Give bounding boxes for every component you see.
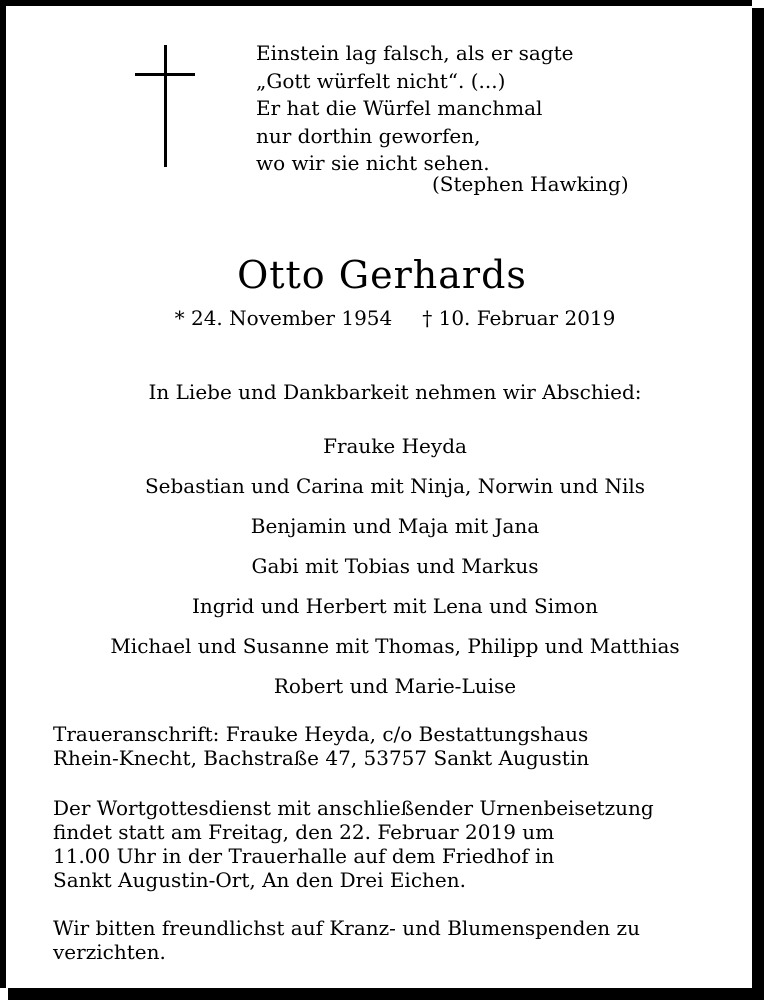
address-line: Traueranschrift: Frauke Heyda, c/o Bestattungshaus	[53, 722, 589, 746]
quote-line: nur dorthin geworfen,	[256, 123, 481, 148]
mourner-entry: Michael und Susanne mit Thomas, Philipp und Matthias	[110, 634, 680, 658]
mourner-entry: Ingrid und Herbert mit Lena und Simon	[192, 594, 598, 618]
deceased-name: Otto Gerhards	[237, 253, 527, 297]
service-line: Sankt Augustin-Ort, An den Drei Eichen.	[53, 868, 466, 892]
donation-request	[53, 916, 743, 964]
farewell-intro: In Liebe und Dankbarkeit nehmen wir Abschied:	[148, 380, 642, 404]
cross-icon	[135, 45, 195, 167]
mourner-entry: Frauke Heyda	[323, 434, 467, 458]
quote-line: „Gott würfelt nicht“. (...)	[256, 68, 506, 93]
border-bottom-shadow	[8, 988, 764, 1000]
address-line: Rhein-Knecht, Bachstraße 47, 53757 Sankt Augustin	[53, 746, 590, 770]
quote-line: wo wir sie nicht sehen.	[256, 151, 490, 175]
mourner-entry: Benjamin und Maja mit Jana	[250, 514, 540, 538]
mourner-entry: Sebastian und Carina mit Ninja, Norwin und Nils	[144, 474, 646, 498]
mourner-entry: Gabi mit Tobias und Markus	[251, 554, 539, 578]
request-line: verzichten.	[53, 940, 166, 964]
service-line: 11.00 Uhr in der Trauerhalle auf dem Friedhof in	[53, 844, 555, 868]
quote-line: Einstein lag falsch, als er sagte	[256, 41, 574, 65]
service-line: Der Wortgottesdienst mit anschließender Urnenbeisetzung	[53, 796, 654, 820]
quote	[256, 40, 573, 178]
quote-author: (Stephen Hawking)	[432, 172, 629, 196]
quote-line: Er hat die Würfel manchmal	[256, 96, 543, 120]
cross-vertical-bar	[164, 45, 167, 167]
border-top	[0, 0, 752, 6]
cross-horizontal-bar	[135, 73, 195, 76]
mourners-list	[0, 432, 764, 712]
request-line: Wir bitten freundlichst auf Kranz- und Blumenspenden zu	[53, 916, 640, 940]
service-notice	[53, 796, 743, 892]
death-date: † 10. Februar 2019	[422, 306, 616, 330]
life-dates	[0, 306, 764, 330]
service-line: findet statt am Freitag, den 22. Februar 2019 um	[53, 820, 555, 844]
mourner-entry: Robert und Marie-Luise	[273, 674, 517, 698]
mourning-address	[53, 722, 743, 770]
birth-date: * 24. November 1954	[174, 306, 393, 330]
